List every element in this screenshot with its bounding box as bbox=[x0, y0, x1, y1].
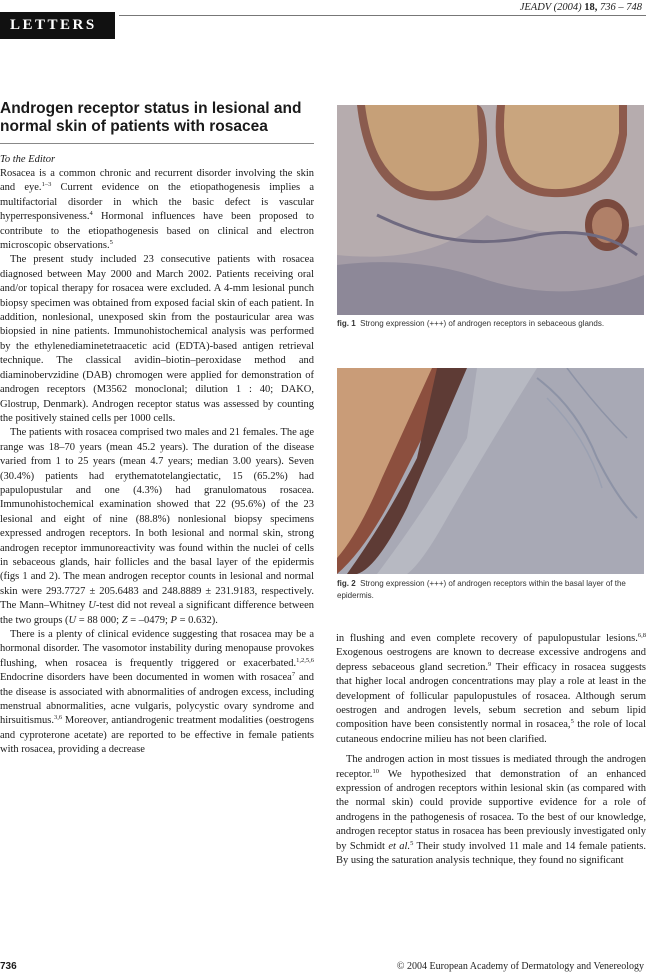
figure-2-caption-text: Strong expression (+++) of androgen receptors within the basal layer of the epidermis. bbox=[337, 579, 626, 600]
body-paragraph: The patients with rosacea comprised two males and 21 females. The age range was 18–70 years (mean 45.2 years). The duration of the disease varied from 1 to 25 years (mean 4.7 years; median 3.00 years). Seven (30.4%) patients had erythematotelangiectatic, 15 (65.2%) had papulopustular and one (4.3%) had granulomatous rosacea. Immunohistochemical examination showed that 22 (95.6%) of the 23 lesional and eight of nine (88.8%) nonlesional biopsy specimens expressed androgen receptors. In both lesional and normal skin, strong androgen receptor immunoreactivity was found within the nuclei of cells in sebaceous glands, hair follicles and the basal layer of the epidermis (figs 1 and 2). The mean androgen receptor counts in lesional and normal skin were 293.7727 ± 205.6483 and 248.8889 ± 231.9183, respectively. The Mann–Whitney U-test did not reveal a significant difference between the two groups (U = 88 000; Z = –0479; P = 0.632). bbox=[0, 427, 314, 626]
figure-2-caption bbox=[337, 578, 647, 602]
body-paragraph: The androgen action in most tissues is mediated through the androgen receptor.$^{10}$ We hypothesized that demonstration of an enhanced expression of androgen receptors within lesional skin (as compared with the normal skin) could provide supportive evidence for a role of androgens in the pathogenesis of rosacea. To the best of our knowledge, androgen receptor status in rosacea has been previously investigated only by Schmidt et al.$^5$ Their study involved 11 male and 14 female patients. By using the saturation analysis technique, they found no significant bbox=[336, 754, 646, 867]
section-label: LETTERS bbox=[0, 12, 115, 39]
figure-1-caption bbox=[337, 318, 647, 330]
body-paragraph: in flushing and even complete recovery of papulopustular lesions.$^{6,8}$ Exogenous oestrogens are known to decrease excessive androgens and depress sebaceous gland secretion.$^9$ Their efficacy in rosacea suggests that higher local androgen concentrations may play a role at least in the development of follicular papulopustules of rosacea. Although serum oestrogen and androgen levels, sebum secretion and sebum lipid composition have been consistently normal in rosacea,$^5$ the role of local cutaneous endocrine milieu has not been clarified. bbox=[336, 632, 646, 745]
journal-name: JEADV bbox=[519, 2, 551, 13]
copyright-notice: © 2004 European Academy of Dermatology and Venereology bbox=[396, 961, 644, 972]
journal-reference bbox=[520, 2, 642, 13]
figure-2-label: fig. 2 bbox=[337, 579, 356, 588]
right-column bbox=[336, 632, 646, 869]
journal-year: (2004) bbox=[553, 2, 582, 13]
figure-2-image bbox=[337, 368, 644, 574]
article-title: Androgen receptor status in lesional and normal skin of patients with rosacea bbox=[0, 100, 302, 135]
body-paragraph: Rosacea is a common chronic and recurrent disorder involving the skin and eye.$^{1-3}$ Current evidence on the etiopathogenesis implies a multifactorial disorder in which the basic defect is vascular hyperresponsiveness.$^4$ Hormonal influences have been proposed to contribute to the etiopathogenesis based on clinical and electron microscopic observations.$^5$ bbox=[0, 168, 314, 252]
header-rule bbox=[119, 15, 646, 16]
title-rule bbox=[0, 143, 314, 144]
journal-volume: 18, bbox=[584, 2, 598, 13]
figure-1-caption-text: Strong expression (+++) of androgen receptors in sebaceous glands. bbox=[360, 319, 605, 328]
figure-1-image bbox=[337, 105, 644, 315]
page-number: 736 bbox=[0, 961, 17, 972]
left-column bbox=[0, 100, 314, 758]
body-paragraph: There is a plenty of clinical evidence suggesting that rosacea may be a hormonal disorder. The vasomotor instability during menopause provokes flushing, when rosacea is frequently triggered or exacerbated.$^{1,2,5,6}$ Endocrine disorders have been documented in women with rosacea$^7$ and the disease is associated with abnormalities of androgen excess, including menstrual abnormalities, acne vulgaris, polycystic ovary syndrome and hirsuitismus.$^{3,6}$ Moreover, antiandrogenic treatment modalities (oestrogens and cyproterone acetate) are reported to be effective in female patients with rosacea, providing a decrease bbox=[0, 629, 314, 756]
body-paragraph: The present study included 23 consecutive patients with rosacea diagnosed between May 2000 and March 2002. Patients receiving oral and/or topical therapy for rosacea were excluded. A 4-mm lesional punch biopsy specimen was obtained from exposed facial skin of each patient. In addition, nonlesional, unexposed skin from the postauricular area was biopsied in nine patients. Immunohistochemical analysis was performed by the ethylenediaminetetraacetic acid (EDTA)-based antigen retrieval technique. The classical avidin–biotin–peroxidase method and diaminobervzidine (DAB) chromogen were applied for demonstration of androgen receptors (M3562 monoclonal; dilution 1 : 40; DAKO, Glostrup, Denmark). Androgen receptor status was assessed by counting the positively stained cells per 1000 cells. bbox=[0, 254, 314, 424]
figure-1-label: fig. 1 bbox=[337, 319, 356, 328]
journal-pages: 736 – 748 bbox=[600, 2, 642, 13]
salutation: To the Editor bbox=[0, 154, 56, 165]
